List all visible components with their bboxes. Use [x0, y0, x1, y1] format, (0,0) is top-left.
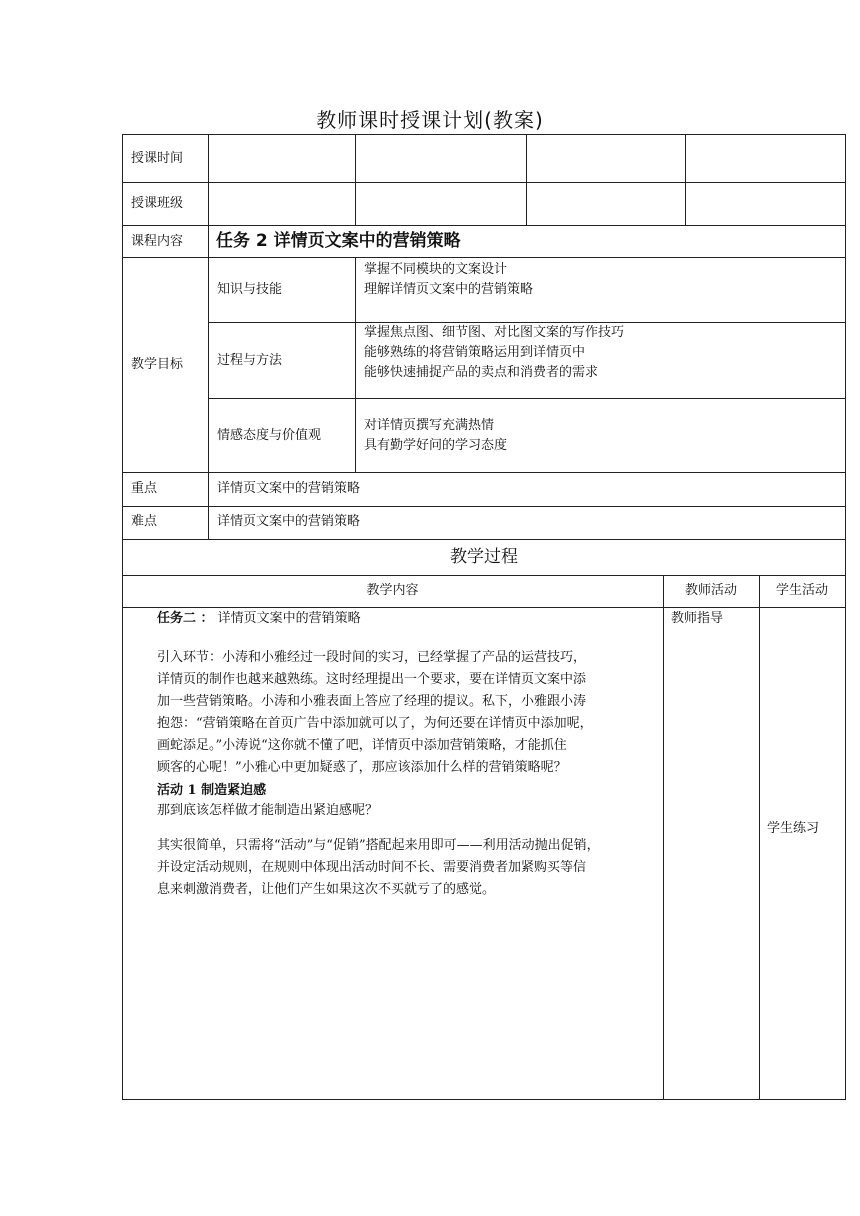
process-heading: 教学过程 — [450, 547, 518, 567]
goal-knowledge-label: 知识与技能 — [217, 282, 283, 297]
difficult-point: 详情页文案中的营销策略 — [217, 514, 361, 529]
goal-item: 掌握不同模块的文案设计 — [364, 262, 508, 277]
course-title: 任务 2 详情页文案中的营销策略 — [216, 231, 461, 251]
col-divider — [685, 134, 686, 225]
row-divider — [122, 607, 846, 608]
intro-line: 引入环节：小涛和小雅经过一段时间的实习，已经掌握了产品的运营技巧， — [157, 650, 587, 665]
answer-paragraph — [157, 835, 600, 901]
row-divider — [122, 225, 846, 226]
label-goals: 教学目标 — [131, 357, 184, 372]
table-border-right — [845, 134, 846, 1100]
task-label: 任务二 ： — [157, 611, 214, 626]
activity-question: 那到底该怎样做才能制造出紧迫感呢？ — [157, 803, 379, 818]
row-divider — [208, 398, 846, 399]
row-divider — [122, 257, 846, 258]
table-border-left — [122, 134, 123, 1100]
document-title: 教师课时授课计划(教案) — [316, 108, 544, 132]
goal-item: 能够快速捕捉产品的卖点和消费者的需求 — [364, 365, 599, 380]
col-divider — [526, 134, 527, 225]
goal-item: 掌握焦点图、细节图、对比图文案的写作技巧 — [364, 325, 625, 340]
table-border-top — [122, 134, 846, 135]
task-title: 详情页文案中的营销策略 — [213, 611, 361, 626]
intro-paragraph — [157, 647, 593, 779]
col-divider — [759, 575, 760, 1100]
student-activity: 学生练习 — [767, 821, 820, 836]
col-header-teacher: 教师活动 — [684, 583, 737, 598]
intro-line: 详情页的制作也越来越熟练。这时经理提出一个要求，要在详情页文案中添 — [157, 672, 587, 687]
intro-line: 顾客的心呢！”小雅心中更加疑惑了，那应该添加什么样的营销策略呢？ — [157, 760, 567, 775]
row-divider — [122, 539, 846, 540]
row-divider — [122, 472, 846, 473]
label-content: 课程内容 — [131, 234, 184, 249]
label-class: 授课班级 — [131, 196, 184, 211]
goal-item: 能够熟练的将营销策略运用到详情页中 — [364, 345, 586, 360]
intro-line: 画蛇添足。”小涛说“这你就不懂了吧，详情页中添加营销策略，才能抓住 — [157, 738, 567, 753]
goal-item: 具有勤学好问的学习态度 — [364, 438, 508, 453]
goal-item: 理解详情页文案中的营销策略 — [364, 282, 534, 297]
col-divider — [355, 134, 356, 225]
activity-title: 活动 1 制造紧迫感 — [157, 783, 267, 798]
answer-line: 其实很简单，只需将“活动”与“促销”搭配起来用即可——利用活动抛出促销， — [157, 838, 600, 853]
goal-process-label: 过程与方法 — [217, 353, 283, 368]
intro-line: 加一些营销策略。小涛和小雅表面上答应了经理的提议。私下，小雅跟小涛 — [157, 694, 587, 709]
goal-attitude-label: 情感态度与价值观 — [217, 428, 322, 443]
answer-line: 息来刺激消费者，让他们产生如果这次不买就亏了的感觉。 — [157, 882, 496, 897]
label-key: 重点 — [131, 481, 158, 496]
col-divider — [663, 575, 664, 1100]
key-point: 详情页文案中的营销策略 — [217, 481, 361, 496]
row-divider — [122, 506, 846, 507]
label-difficult: 难点 — [131, 514, 158, 529]
table-border-bottom — [122, 1099, 846, 1100]
intro-line: 抱怨：“营销策略在首页广告中添加就可以了，为何还要在详情页中添加呢， — [157, 716, 593, 731]
task-heading — [157, 609, 361, 629]
row-divider — [122, 182, 846, 183]
goal-item: 对详情页撰写充满热情 — [364, 418, 495, 433]
label-time: 授课时间 — [131, 151, 184, 166]
col-header-content: 教学内容 — [366, 583, 419, 598]
answer-line: 并设定活动规则，在规则中体现出活动时间不长、需要消费者加紧购买等信 — [157, 860, 587, 875]
col-divider — [208, 134, 209, 539]
col-header-student: 学生活动 — [775, 583, 828, 598]
row-divider — [122, 575, 846, 576]
col-divider — [355, 257, 356, 472]
teacher-activity: 教师指导 — [671, 611, 724, 626]
